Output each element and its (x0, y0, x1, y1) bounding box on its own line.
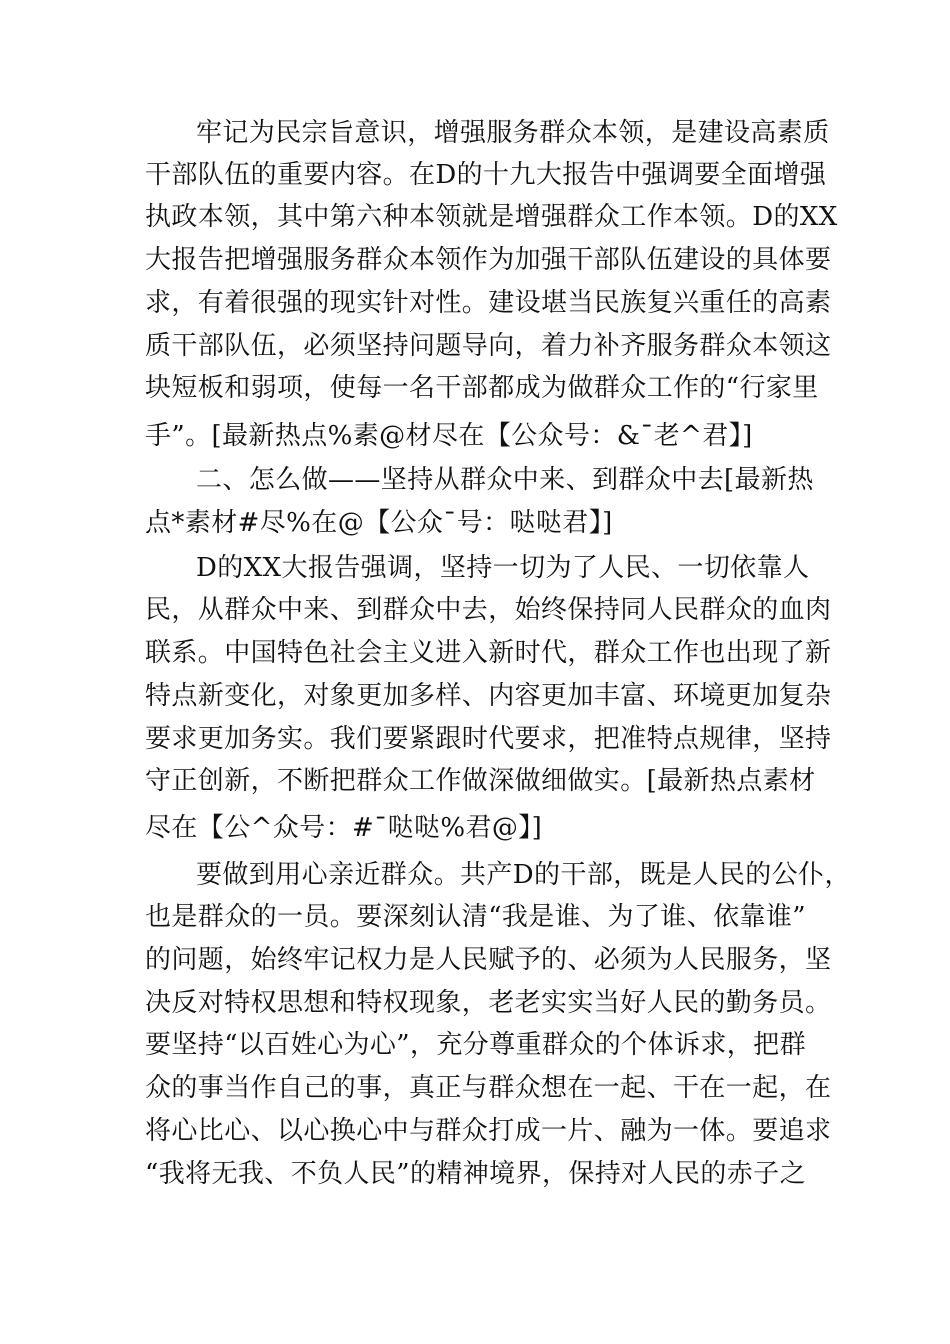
text-line: 特点新变化，对象更加多样、内容更加丰富、环境更加复杂 (145, 681, 832, 711)
text-line: “我将无我、不负人民”的精神境界，保持对人民的赤子之 (145, 1159, 806, 1189)
text-line: 执政本领，其中第六种本领就是增强群众工作本领。D的XX (145, 202, 838, 232)
text-line: 干部队伍的重要内容。在D的十九大报告中强调要全面增强 (145, 160, 827, 190)
text-line: D的XX大报告强调，坚持一切为了人民、一切依靠人 (196, 553, 810, 583)
text-line: 联系。中国特色社会主义进入新时代，群众工作也出现了新 (145, 638, 832, 668)
text-line: 手”。[最新热点%素@材尽在【公众号：&¯老^君】] (145, 421, 753, 451)
section-heading: 二、怎么做——坚持从群众中来、到群众中去[最新热 (196, 465, 814, 495)
text-line: 大报告把增强服务群众本领作为加强干部队伍建设的具体要 (145, 245, 832, 275)
text-line: 的问题，始终牢记权力是人民赋予的、必须为人民服务，坚 (145, 945, 832, 975)
text-line: 块短板和弱项，使每一名干部都成为做群众工作的“行家里 (145, 373, 819, 403)
text-line: 也是群众的一员。要深刻认清“我是谁、为了谁、依靠谁” (145, 902, 806, 932)
text-line: 要做到用心亲近群众。共产D的干部，既是人民的公仆， (196, 860, 851, 890)
text-line: 尽在【公^众号：#¯哒哒%君@】] (145, 813, 543, 843)
text-line: 众的事当作自己的事，真正与群众想在一起、干在一起，在 (145, 1073, 832, 1103)
text-line: 决反对特权思想和特权现象，老老实实当好人民的勤务员。 (145, 988, 832, 1018)
text-line: 求，有着很强的现实针对性。建设堪当民族复兴重任的高素 (145, 288, 832, 318)
text-line: 要求更加务实。我们要紧跟时代要求，把准特点规律，坚持 (145, 724, 832, 754)
text-line: 民，从群众中来、到群众中去，始终保持同人民群众的血肉 (145, 595, 832, 625)
text-line: 要坚持“以百姓心为心”，充分尊重群众的个体诉求，把群 (145, 1030, 806, 1060)
text-line: 质干部队伍，必须坚持问题导向，着力补齐服务群众本领这 (145, 331, 832, 361)
text-line: 牢记为民宗旨意识，增强服务群众本领，是建设高素质 (196, 118, 830, 148)
section-heading: 点*素材#尽%在@【公众¯号：哒哒君】] (145, 508, 613, 538)
text-line: 守正创新，不断把群众工作做深做细做实。[最新热点素材 (145, 766, 816, 796)
text-line: 将心比心、以心换心中与群众打成一片、融为一体。要追求 (145, 1116, 832, 1146)
